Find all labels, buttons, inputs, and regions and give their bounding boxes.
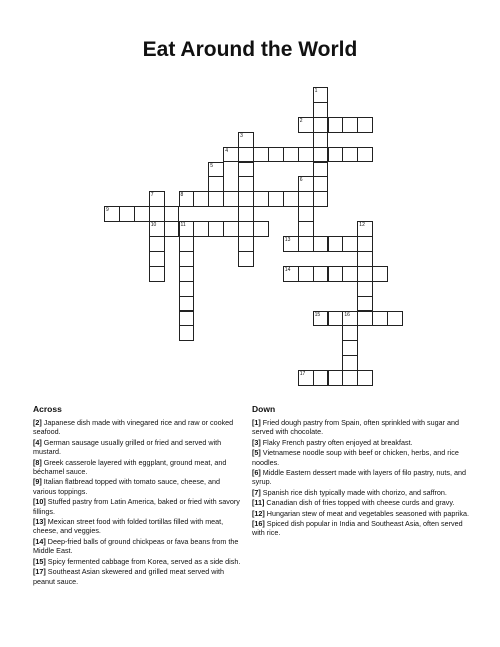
down-clue [252,519,472,538]
crossword-cell[interactable] [298,191,314,207]
crossword-cell[interactable] [313,162,329,178]
crossword-cell[interactable] [357,266,373,282]
crossword-cell[interactable] [253,147,269,163]
crossword-cell[interactable] [238,206,254,222]
crossword-cell[interactable] [283,147,299,163]
crossword-cell[interactable] [298,221,314,237]
cell-number: 12 [359,222,365,229]
clue-text: Mexican street food with folded tortillas filled with meat, cheese, and veggies. [33,517,224,536]
crossword-cell[interactable] [313,236,329,252]
down-clues [252,404,472,539]
cell-number: 13 [284,237,291,243]
crossword-cell[interactable] [149,266,165,282]
crossword-cell[interactable] [342,266,358,282]
crossword-cell[interactable] [372,266,388,282]
crossword-cell[interactable] [164,206,180,222]
cell-number: 9 [106,207,109,214]
crossword-cell[interactable] [179,266,195,282]
clue-text: Spanish rice dish typically made with chorizo, and saffron. [260,487,447,497]
clue-number: [8] [33,457,42,467]
clue-text: Italian flatbread topped with tomato sauce, cheese, and various toppings. [33,477,221,496]
clue-number: [3] [252,437,261,447]
clue-number: [9] [33,477,42,487]
across-clue [33,537,243,556]
crossword-cell[interactable] [283,191,299,207]
crossword-cell[interactable] [313,176,329,192]
crossword-cell[interactable] [387,311,403,327]
crossword-cell[interactable] [208,221,224,237]
down-clue [252,488,472,497]
crossword-cell[interactable] [313,191,329,207]
crossword-cell[interactable] [149,206,165,222]
crossword-cell[interactable] [149,236,165,252]
crossword-cell[interactable] [208,176,224,192]
clue-number: [2] [33,418,42,427]
crossword-cell[interactable] [238,147,254,163]
crossword-cell[interactable] [313,132,329,148]
across-clue [33,458,243,477]
cell-number: 5 [210,162,214,169]
crossword-cell[interactable] [149,251,165,267]
crossword-cell[interactable] [164,221,180,237]
clue-text: Fried dough pastry from Spain, often sprinkled with sugar and served with chocolate. [252,418,459,437]
cell-number: 6 [299,177,303,184]
down-clue [252,418,472,437]
clue-number: [10] [33,497,46,507]
crossword-cell[interactable] [223,191,239,207]
cell-number: 11 [180,222,186,229]
crossword-cell[interactable] [342,355,358,371]
cell-number: 3 [240,132,243,139]
clue-number: [16] [252,519,265,529]
across-clues [33,404,243,587]
crossword-cell[interactable] [238,191,254,207]
cell-number: 7 [150,192,154,199]
crossword-cell[interactable] [208,191,224,207]
across-clue-list [33,418,243,586]
down-clue [252,498,472,507]
crossword-cell[interactable] [313,117,329,133]
crossword-cell[interactable] [313,370,329,386]
crossword-cell[interactable] [328,117,344,133]
clue-number: [13] [33,517,46,527]
crossword-cell[interactable] [357,147,373,163]
clue-number: [4] [33,437,42,447]
cell-number: 17 [299,371,306,378]
crossword-cell[interactable] [342,236,358,252]
clue-text: Southeast Asian skewered and grilled meat served with peanut sauce. [33,567,224,586]
clue-number: [1] [252,418,261,427]
clue-number: [14] [33,536,46,546]
crossword-cell[interactable] [313,266,329,282]
across-clue [33,438,243,457]
cell-number: 4 [225,147,228,154]
across-clue [33,567,243,586]
crossword-cell[interactable] [328,311,344,327]
crossword-cell[interactable] [298,147,314,163]
down-clue [252,448,472,467]
clue-text: Hungarian stew of meat and vegetables seasoned with paprika. [264,508,469,518]
crossword-cell[interactable] [238,236,254,252]
clue-text: German sausage usually grilled or fried and served with mustard. [33,437,222,457]
across-clue [33,557,243,566]
crossword-cell[interactable] [342,325,358,341]
crossword-cell[interactable] [342,117,358,133]
cell-number: 8 [180,192,184,199]
crossword-cell[interactable] [179,325,195,341]
crossword-cell[interactable] [342,370,358,386]
crossword-cell[interactable] [238,176,254,192]
down-clue [252,438,472,447]
clue-number: [15] [33,556,46,566]
crossword-cell[interactable] [328,147,344,163]
across-clue [33,418,243,437]
crossword-cell[interactable] [357,236,373,252]
crossword-cell[interactable] [179,236,195,252]
across-clue [33,477,243,496]
across-clue [33,497,243,516]
across-clue [33,517,243,536]
clue-text: Vietnamese noodle soup with beef or chicken, herbs, and rice noodles. [252,448,459,467]
crossword-cell[interactable] [179,311,195,327]
cell-number: 16 [344,311,350,318]
crossword-cell[interactable] [372,311,388,327]
crossword-cell[interactable] [223,221,239,237]
crossword-cell[interactable] [357,281,373,297]
cell-number: 14 [284,266,291,273]
crossword-cell[interactable] [253,191,269,207]
down-heading: Down [252,404,276,414]
clue-number: [12] [252,508,265,518]
clue-text: Deep-fried balls of ground chickpeas or fava beans from the Middle East. [33,536,239,556]
crossword-cell[interactable] [238,162,254,178]
crossword-cell[interactable] [342,340,358,356]
cell-number: 15 [314,311,321,318]
across-heading: Across [33,404,62,414]
crossword-cell[interactable] [179,296,195,312]
cell-number: 2 [299,117,303,124]
crossword-cell[interactable] [134,206,150,222]
crossword-cell[interactable] [298,236,314,252]
crossword-cell[interactable] [328,266,344,282]
crossword-cell[interactable] [357,251,373,267]
crossword-cell[interactable] [357,296,373,312]
down-clue [252,468,472,487]
crossword-cell[interactable] [179,281,195,297]
clue-text: Japanese dish made with vinegared rice and raw or cooked seafood. [33,418,234,437]
crossword-cell[interactable] [357,370,373,386]
crossword-cell[interactable] [253,221,269,237]
crossword-cell[interactable] [298,266,314,282]
crossword-cell[interactable] [313,102,329,118]
clue-number: [6] [252,468,261,478]
clue-text: Spicy fermented cabbage from Korea, served as a side dish. [45,556,241,566]
crossword-cell[interactable] [193,191,209,207]
crossword-cell[interactable] [357,117,373,133]
clue-text: Greek casserole layered with eggplant, ground meat, and béchamel sauce. [33,457,227,477]
crossword-cell[interactable] [193,221,209,237]
clue-text: Middle Eastern dessert made with layers of filo pastry, nuts, and syrup. [252,468,467,487]
crossword-cell[interactable] [268,191,284,207]
crossword-cell[interactable] [313,147,329,163]
clue-number: [17] [33,567,46,577]
clue-number: [11] [252,498,265,508]
crossword-cell[interactable] [342,147,358,163]
cell-number: 10 [150,222,157,229]
crossword-cell[interactable] [238,221,254,237]
crossword-cell[interactable] [268,147,284,163]
cell-number: 1 [314,88,318,94]
down-clue-list [252,418,472,538]
crossword-cell[interactable] [119,206,135,222]
down-clue [252,509,472,518]
page-title: Eat Around the World [142,38,358,61]
clue-text: Stuffed pastry from Latin America, baked or fried with savory fillings. [33,497,240,516]
clue-text: Flaky French pastry often enjoyed at breakfast. [260,437,413,447]
crossword-cell[interactable] [328,370,344,386]
clue-text: Canadian dish of fries topped with cheese curds and gravy. [264,498,455,508]
clue-text: Spiced dish popular in India and Southeast Asia, often served with rice. [252,519,463,538]
crossword-cell[interactable] [238,251,254,267]
crossword-cell[interactable] [328,236,344,252]
crossword-cell[interactable] [357,311,373,327]
clue-number: [7] [252,487,261,497]
crossword-cell[interactable] [179,251,195,267]
crossword-cell[interactable] [298,206,314,222]
clue-number: [5] [252,448,261,458]
